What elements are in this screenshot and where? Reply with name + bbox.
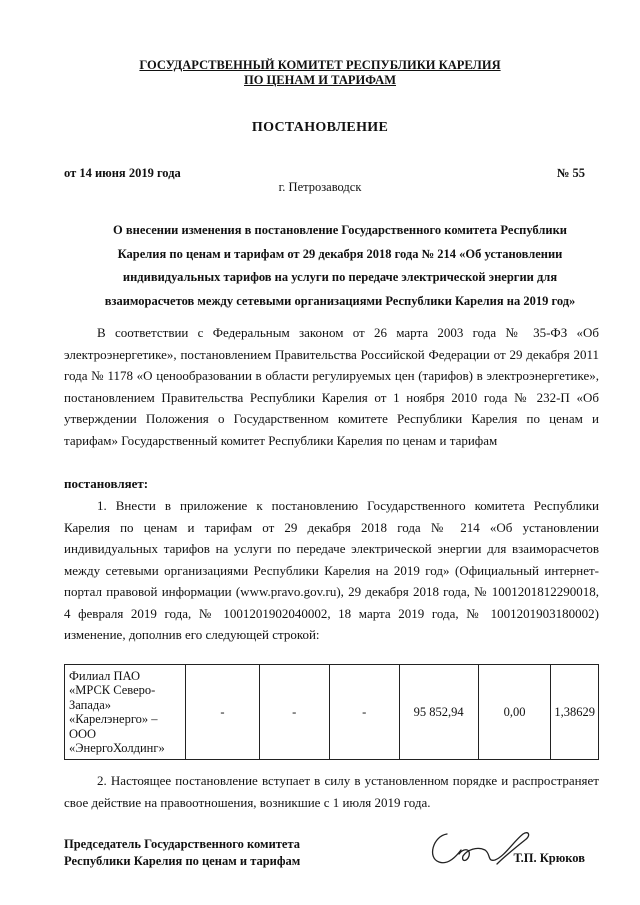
signatory-position [64,836,300,870]
preamble-paragraph: В соответствии с Федеральным законом от 26 марта 2003 года № 35-ФЗ «Об электроэнергетике», постановлением Правительства Российской Федерации от 29 декабря 2011 года № 1178 «О ценообразовании в области регулируемых цен (тарифов) в электроэнергетике», постановлением Правительства Республики Карелия от 1 ноября 2010 года № 232-П «Об утверждении Положения о Государственном комитете Республики Карелия по ценам и тарифам» Государственный комитет Республики Карелия по ценам и тарифам [64,325,599,448]
resolves-label: постановляет: [64,476,149,491]
org-line: ООО [69,726,97,741]
org-name-line2: ПО ЦЕНАМ И ТАРИФАМ [243,73,397,87]
subject-line: Карелия по ценам и тарифам от 29 декабря 2018 года № 214 «Об установлении [117,246,563,261]
table-cell: - [259,665,329,760]
subject-line: индивидуальных тарифов на услуги по передаче электрической энергии для [122,270,558,284]
document-date: от 14 июня 2019 года [64,166,181,180]
subject-line: взаиморасчетов между сетевыми организациями Республики Карелия на 2019 год» [104,293,576,308]
org-line: «ЭнергоХолдинг» [69,741,165,755]
table-cell: 1,38629 [551,665,599,760]
table-cell: 95 852,94 [399,665,478,760]
table-cell: 0,00 [478,665,551,760]
position-line: Председатель Государственного комитета [64,837,301,851]
table-cell: - [329,665,399,760]
signatory-name: Т.П. Крюков [513,851,585,865]
table-cell-organization [65,665,186,760]
table-row [65,665,599,760]
item-2-paragraph: 2. Настоящее постановление вступает в силу в установленном порядке и распространяет свое действие на правоотношения, возникшие с 1 июля 2019 года. [64,773,599,810]
document-city: г. Петрозаводск [278,180,362,194]
position-line: Республики Карелия по ценам и тарифам [64,854,301,868]
document-subject [70,219,610,313]
tariff-table [64,664,599,760]
subject-line: О внесении изменения в постановление Государственного комитета Республики [113,223,567,237]
org-line: «МРСК Северо- [69,683,156,697]
table-cell: - [186,665,260,760]
org-line: «Карелэнерго» – [69,712,158,726]
document-type: ПОСТАНОВЛЕНИЕ [251,120,389,135]
org-word: Филиал ПАО [69,668,140,683]
document-number: № 55 [556,166,585,180]
org-line: Запада» [69,697,112,712]
org-name-line1: ГОСУДАРСТВЕННЫЙ КОМИТЕТ РЕСПУБЛИКИ КАРЕЛИЯ [139,58,501,72]
item-1-paragraph: 1. Внести в приложение к постановлению Государственного комитета Республики Карелия по ценам и тарифам от 29 декабря 2018 года № 214 «Об установлении индивидуальных тарифов на услуги по передаче электрической энергии для взаиморасчетов между сетевыми организациями Республики Карелия на 2019 год» (Официальный интернет-портал правовой информации (www.pravo.gov.ru), 29 декабря 2018 года, № 1001201812290018, 4 февраля 2019 года, № 1001201902040002, 18 марта 2019 года, № 1001201903180002) изменение, дополнив его следующей строкой: [64,498,599,642]
